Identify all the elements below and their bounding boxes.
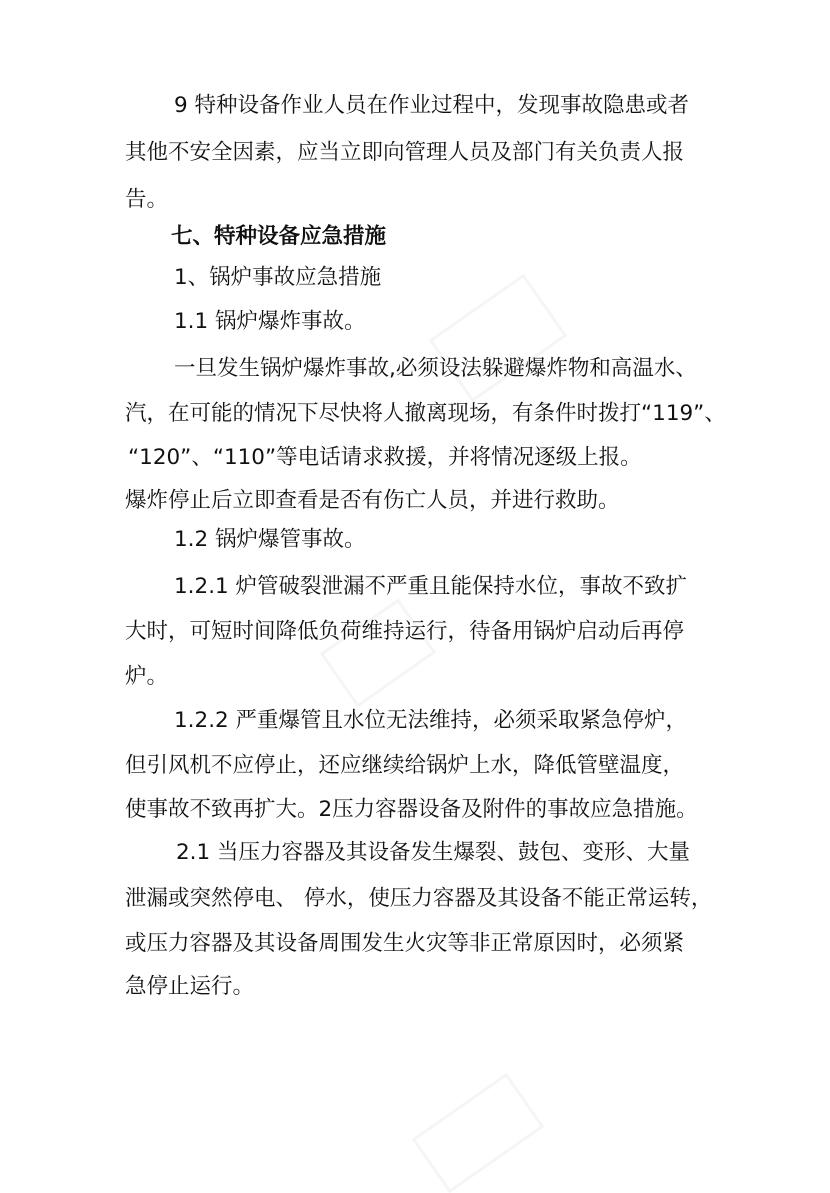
para-2-1-line1: 2.1 当压力容器及其设备发生爆裂、鼓包、变形、大量: [176, 840, 691, 865]
watermark-shape: [320, 598, 436, 707]
watermark-shape: [412, 1073, 545, 1193]
para-1-1-line1: 一旦发生锅炉爆炸事故,必须设法躲避爆炸物和高温水、: [174, 356, 697, 381]
para-1-2-2-line2: 但引风机不应停止，还应继续给锅炉上水，降低管壁温度，: [125, 753, 685, 778]
para-1-1-line2: 汽，在可能的情况下尽快将人撤离现场，有条件时拨打“119”、: [125, 401, 726, 426]
para9-line3: 告。: [125, 187, 169, 212]
para-2-1-line2: 泄漏或突然停电、 停水，使压力容器及其设备不能正常运转，: [125, 886, 713, 911]
para9-line2: 其他不安全因素，应当立即向管理人员及部门有关负责人报: [125, 140, 685, 165]
para-1-1-line3: “120”、“110”等电话请求救援，并将情况逐级上报。: [128, 445, 642, 470]
section-heading-7: 七、特种设备应急措施: [171, 224, 387, 249]
subheading-1-2: 1.2 锅炉爆管事故。: [174, 527, 366, 552]
para-2-1-line4: 急停止运行。: [125, 974, 255, 999]
subheading-boiler: 1、锅炉事故应急措施: [174, 265, 382, 290]
para-1-2-2-line1: 1.2.2 严重爆管且水位无法维持，必须采取紧急停炉，: [174, 708, 688, 733]
para9-line1: 9 特种设备作业人员在作业过程中，发现事故隐患或者: [174, 93, 690, 118]
subheading-1-1: 1.1 锅炉爆炸事故。: [174, 309, 366, 334]
para-1-2-2-line3: 使事故不致再扩大。2压力容器设备及附件的事故应急措施。: [125, 797, 698, 822]
para-1-2-1-line1: 1.2.1 炉管破裂泄漏不严重且能保持水位，事故不致扩: [174, 574, 688, 599]
para-2-1-line3: 或压力容器及其设备周围发生火灾等非正常原因时，必须紧: [125, 931, 685, 956]
para-1-2-1-line3: 炉。: [125, 664, 169, 689]
para-1-1-line4: 爆炸停止后立即查看是否有伤亡人员，并进行救助。: [125, 488, 620, 513]
watermark-shape: [429, 274, 568, 403]
para-1-2-1-line2: 大时，可短时间降低负荷维持运行，待备用锅炉启动后再停: [125, 619, 685, 644]
